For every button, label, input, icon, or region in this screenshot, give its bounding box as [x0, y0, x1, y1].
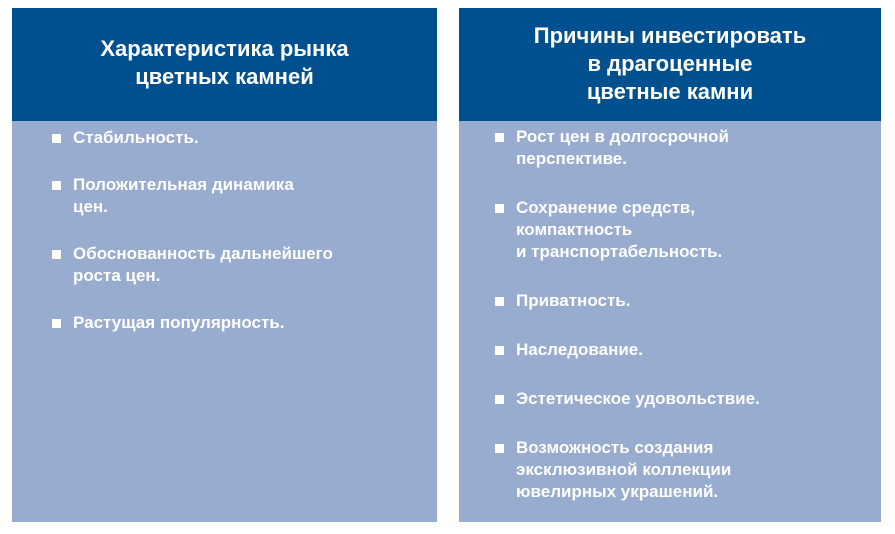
square-bullet-icon: [495, 297, 504, 306]
list-item-text: Наследование.: [516, 340, 643, 359]
list-item-text: Рост цен в долгосрочной перспективе.: [516, 127, 729, 168]
investment-reasons-title: Причины инвестировать в драгоценные цветные камни: [459, 8, 881, 121]
square-bullet-icon: [495, 395, 504, 404]
list-item-text: Приватность.: [516, 291, 631, 310]
square-bullet-icon: [495, 444, 504, 453]
list-item-text: Возможность создания эксклюзивной коллекции ювелирных украшений.: [516, 438, 732, 501]
investment-reasons-panel: [459, 8, 881, 522]
list-item: [459, 290, 881, 312]
list-item: [12, 174, 437, 218]
list-item: [459, 388, 881, 410]
square-bullet-icon: [52, 250, 61, 259]
list-item-text: Положительная динамика цен.: [73, 175, 294, 216]
square-bullet-icon: [52, 134, 61, 143]
list-item: [459, 126, 881, 170]
square-bullet-icon: [52, 181, 61, 190]
list-item: [12, 243, 437, 287]
square-bullet-icon: [495, 346, 504, 355]
square-bullet-icon: [495, 133, 504, 142]
list-item: [459, 339, 881, 361]
list-item-text: Обоснованность дальнейшего роста цен.: [73, 244, 333, 285]
market-characteristics-list: [12, 121, 437, 334]
investment-reasons-list: [459, 121, 881, 503]
list-item: [459, 197, 881, 263]
square-bullet-icon: [495, 204, 504, 213]
market-characteristics-title: Характеристика рынка цветных камней: [12, 8, 437, 121]
list-item-text: Растущая популярность.: [73, 313, 285, 332]
list-item: [12, 312, 437, 334]
market-characteristics-panel: [12, 8, 437, 522]
list-item-text: Эстетическое удовольствие.: [516, 389, 760, 408]
square-bullet-icon: [52, 319, 61, 328]
list-item-text: Сохранение средств, компактность и транспортабельность.: [516, 198, 723, 261]
list-item-text: Стабильность.: [73, 128, 199, 147]
list-item: [459, 437, 881, 503]
list-item: [12, 127, 437, 149]
